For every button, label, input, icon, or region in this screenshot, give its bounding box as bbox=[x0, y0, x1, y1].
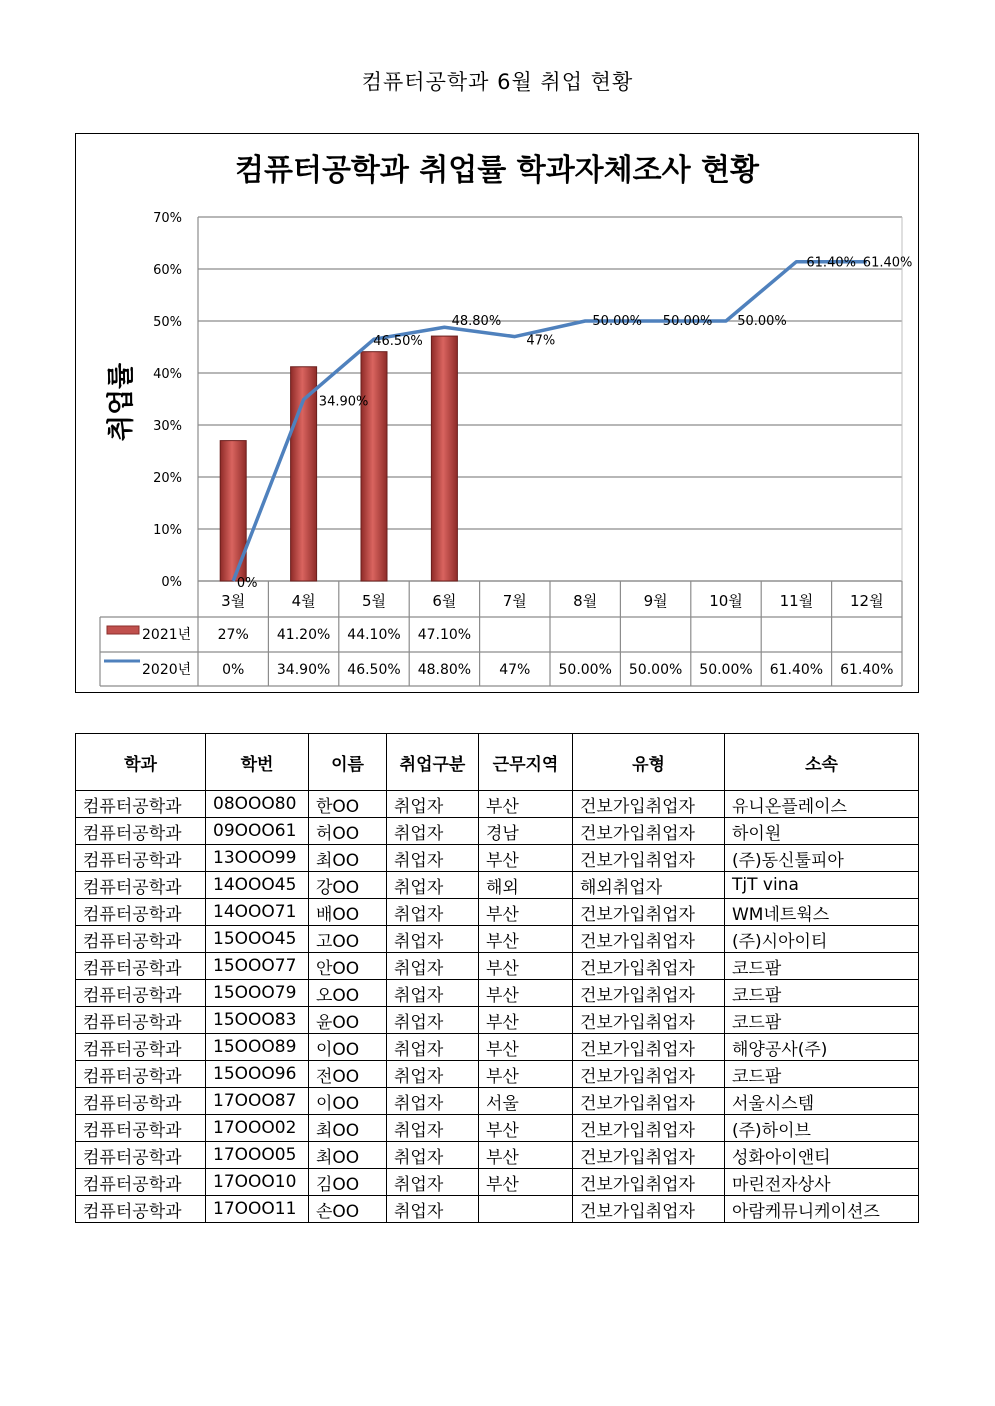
table-cell: 취업자 bbox=[387, 845, 479, 872]
table-cell: 부산 bbox=[479, 845, 573, 872]
table-cell: 건보가입취업자 bbox=[573, 899, 725, 926]
line-data-label: 0% bbox=[236, 576, 258, 591]
y-tick-label: 30% bbox=[153, 419, 182, 434]
table-cell: 마린전자상사 bbox=[725, 1169, 919, 1196]
table-cell: 컴퓨터공학과 bbox=[76, 1061, 206, 1088]
table-cell: 14OOO45 bbox=[206, 872, 309, 899]
table-cell: 고OO bbox=[309, 926, 387, 953]
table-cell: 이OO bbox=[309, 1034, 387, 1061]
data-table-value-2021: 41.20% bbox=[276, 627, 331, 643]
table-cell: 취업자 bbox=[387, 980, 479, 1007]
table-cell: 부산 bbox=[479, 1034, 573, 1061]
data-table-value-2021: 27% bbox=[217, 627, 249, 643]
table-cell: 14OOO71 bbox=[206, 899, 309, 926]
table-cell: 취업자 bbox=[387, 899, 479, 926]
table-cell: 취업자 bbox=[387, 1196, 479, 1223]
table-cell: 컴퓨터공학과 bbox=[76, 1142, 206, 1169]
column-header: 학과 bbox=[76, 734, 206, 791]
table-cell: 건보가입취업자 bbox=[573, 1169, 725, 1196]
data-table-value-2020: 48.80% bbox=[417, 662, 472, 678]
table-cell: 부산 bbox=[479, 791, 573, 818]
table-cell: 부산 bbox=[479, 1115, 573, 1142]
table-cell: 컴퓨터공학과 bbox=[76, 845, 206, 872]
table-cell: 안OO bbox=[309, 953, 387, 980]
table-cell: 코드팜 bbox=[725, 1061, 919, 1088]
table-cell: 컴퓨터공학과 bbox=[76, 1034, 206, 1061]
table-cell: 건보가입취업자 bbox=[573, 1142, 725, 1169]
table-cell: 취업자 bbox=[387, 1061, 479, 1088]
table-cell: 17OOO87 bbox=[206, 1088, 309, 1115]
legend-label-2021: 2021년 bbox=[142, 627, 192, 643]
y-tick-label: 0% bbox=[161, 575, 182, 590]
table-cell: 서울 bbox=[479, 1088, 573, 1115]
table-row bbox=[76, 872, 919, 899]
line-data-label: 50.00% bbox=[592, 314, 642, 329]
table-cell: 17OOO05 bbox=[206, 1142, 309, 1169]
x-tick-label: 5월 bbox=[361, 592, 387, 610]
table-row bbox=[76, 845, 919, 872]
table-cell: 컴퓨터공학과 bbox=[76, 926, 206, 953]
table-header-row bbox=[76, 734, 919, 791]
y-tick-label: 40% bbox=[153, 367, 182, 382]
line-data-label: 61.40% bbox=[806, 255, 856, 271]
column-header: 취업구분 bbox=[387, 734, 479, 791]
table-cell: 컴퓨터공학과 bbox=[76, 1169, 206, 1196]
table-cell: 취업자 bbox=[387, 1088, 479, 1115]
table-cell bbox=[479, 1196, 573, 1223]
table-cell: 취업자 bbox=[387, 1007, 479, 1034]
line-data-label: 47% bbox=[526, 333, 556, 349]
table-cell: 부산 bbox=[479, 980, 573, 1007]
table-cell: 15OOO89 bbox=[206, 1034, 309, 1061]
data-table-value-2021: 44.10% bbox=[347, 627, 401, 643]
table-cell: 강OO bbox=[309, 872, 387, 899]
table-cell: 부산 bbox=[479, 953, 573, 980]
table-cell: 17OOO02 bbox=[206, 1115, 309, 1142]
chart-title: 컴퓨터공학과 취업률 학과자체조사 현황 bbox=[235, 153, 759, 188]
table-cell: 취업자 bbox=[387, 791, 479, 818]
table-row bbox=[76, 791, 919, 818]
table-cell: 배OO bbox=[309, 899, 387, 926]
table-cell: 윤OO bbox=[309, 1007, 387, 1034]
table-cell: 오OO bbox=[309, 980, 387, 1007]
table-cell: 유니온플레이스 bbox=[725, 791, 919, 818]
table-cell: 전OO bbox=[309, 1061, 387, 1088]
table-cell: 코드팜 bbox=[725, 1007, 919, 1034]
table-cell: 건보가입취업자 bbox=[573, 1034, 725, 1061]
table-row bbox=[76, 899, 919, 926]
line-data-label: 50.00% bbox=[662, 314, 713, 329]
data-table-value-2020: 50.00% bbox=[558, 662, 612, 678]
table-cell: 15OOO83 bbox=[206, 1007, 309, 1034]
table-row bbox=[76, 1169, 919, 1196]
x-tick-label: 3월 bbox=[221, 592, 246, 610]
table-row bbox=[76, 1034, 919, 1061]
bar-2021 bbox=[361, 352, 387, 581]
data-table-value-2021: 47.10% bbox=[417, 627, 472, 643]
x-tick-label: 11월 bbox=[779, 592, 814, 610]
table-row bbox=[76, 1088, 919, 1115]
y-tick-label: 10% bbox=[153, 523, 182, 538]
table-cell: 한OO bbox=[309, 791, 387, 818]
table-body bbox=[76, 791, 919, 1223]
table-cell: 해외취업자 bbox=[573, 872, 725, 899]
table-cell: 건보가입취업자 bbox=[573, 1115, 725, 1142]
table-cell: 손OO bbox=[309, 1196, 387, 1223]
table-cell: 김OO bbox=[309, 1169, 387, 1196]
column-header: 이름 bbox=[309, 734, 387, 791]
table-row bbox=[76, 1142, 919, 1169]
data-table-value-2020: 50.00% bbox=[628, 662, 683, 678]
table-cell: 컴퓨터공학과 bbox=[76, 1088, 206, 1115]
table-cell: 컴퓨터공학과 bbox=[76, 953, 206, 980]
data-table-value-2020: 50.00% bbox=[699, 662, 753, 678]
line-data-label: 61.40% bbox=[862, 255, 913, 271]
column-header: 근무지역 bbox=[479, 734, 573, 791]
y-axis-label: 취업률 bbox=[106, 362, 137, 442]
table-cell: 컴퓨터공학과 bbox=[76, 1196, 206, 1223]
y-tick-label: 20% bbox=[153, 471, 182, 486]
table-cell: 건보가입취업자 bbox=[573, 1088, 725, 1115]
x-tick-label: 12월 bbox=[850, 592, 884, 610]
column-header: 유형 bbox=[573, 734, 725, 791]
table-cell: 17OOO10 bbox=[206, 1169, 309, 1196]
table-cell: 컴퓨터공학과 bbox=[76, 1115, 206, 1142]
table-row bbox=[76, 1007, 919, 1034]
x-tick-label: 8월 bbox=[573, 592, 598, 610]
table-cell: 컴퓨터공학과 bbox=[76, 872, 206, 899]
chart-canvas bbox=[76, 134, 918, 692]
table-cell: 하이원 bbox=[725, 818, 919, 845]
table-cell: (주)동신툴피아 bbox=[725, 845, 919, 872]
table-cell: 컴퓨터공학과 bbox=[76, 1007, 206, 1034]
table-cell: 건보가입취업자 bbox=[573, 791, 725, 818]
table-cell: 최OO bbox=[309, 845, 387, 872]
data-table-value-2020: 0% bbox=[222, 662, 245, 678]
employment-table bbox=[75, 733, 919, 1223]
table-cell: 컴퓨터공학과 bbox=[76, 791, 206, 818]
table-cell: 건보가입취업자 bbox=[573, 953, 725, 980]
table-cell: 부산 bbox=[479, 899, 573, 926]
x-tick-label: 7월 bbox=[502, 592, 527, 610]
data-table-value-2020: 47% bbox=[499, 662, 531, 678]
x-tick-label: 10월 bbox=[709, 592, 743, 610]
table-cell: 건보가입취업자 bbox=[573, 1196, 725, 1223]
table-cell: 17OOO11 bbox=[206, 1196, 309, 1223]
table-cell: 건보가입취업자 bbox=[573, 1061, 725, 1088]
y-tick-label: 60% bbox=[153, 263, 182, 278]
table-row bbox=[76, 818, 919, 845]
table-cell: 15OOO45 bbox=[206, 926, 309, 953]
line-data-label: 46.50% bbox=[373, 334, 423, 350]
data-table-value-2020: 34.90% bbox=[276, 662, 331, 678]
line-data-label: 34.90% bbox=[318, 394, 369, 410]
page-title: 컴퓨터공학과 6월 취업 현황 bbox=[361, 70, 634, 94]
column-header: 학번 bbox=[206, 734, 309, 791]
table-cell: 이OO bbox=[309, 1088, 387, 1115]
table-cell: 서울시스템 bbox=[725, 1088, 919, 1115]
table-cell: 취업자 bbox=[387, 1169, 479, 1196]
table-cell: 건보가입취업자 bbox=[573, 845, 725, 872]
table-cell: 부산 bbox=[479, 926, 573, 953]
bar-2021 bbox=[431, 336, 457, 581]
table-row bbox=[76, 926, 919, 953]
data-table-value-2020: 46.50% bbox=[347, 662, 401, 678]
table-cell: 컴퓨터공학과 bbox=[76, 980, 206, 1007]
table-cell: (주)하이브 bbox=[725, 1115, 919, 1142]
table-cell: 부산 bbox=[479, 1169, 573, 1196]
table-cell: 취업자 bbox=[387, 1034, 479, 1061]
table-cell: 09OOO61 bbox=[206, 818, 309, 845]
table-cell: 경남 bbox=[479, 818, 573, 845]
table-cell: 부산 bbox=[479, 1142, 573, 1169]
table-cell: 최OO bbox=[309, 1115, 387, 1142]
y-tick-label: 70% bbox=[153, 211, 182, 226]
table-cell: 취업자 bbox=[387, 1142, 479, 1169]
table-cell: 15OOO77 bbox=[206, 953, 309, 980]
table-row bbox=[76, 1061, 919, 1088]
data-table-value-2020: 61.40% bbox=[769, 662, 824, 678]
table-cell: 아람케뮤니케이션즈 bbox=[725, 1196, 919, 1223]
table-cell: 취업자 bbox=[387, 818, 479, 845]
table-cell: 부산 bbox=[479, 1061, 573, 1088]
legend-key-2021 bbox=[107, 626, 139, 634]
data-table-value-2020: 61.40% bbox=[840, 662, 894, 678]
table-cell: 건보가입취업자 bbox=[573, 818, 725, 845]
legend-label-2020: 2020년 bbox=[142, 662, 192, 678]
table-cell: 컴퓨터공학과 bbox=[76, 818, 206, 845]
line-2020 bbox=[233, 262, 867, 581]
table-cell: 해외 bbox=[479, 872, 573, 899]
line-data-label: 48.80% bbox=[451, 314, 502, 330]
employment-chart bbox=[75, 133, 919, 693]
table-cell: 건보가입취업자 bbox=[573, 980, 725, 1007]
table-cell: 허OO bbox=[309, 818, 387, 845]
table-cell: 해양공사(주) bbox=[725, 1034, 919, 1061]
table-cell: 부산 bbox=[479, 1007, 573, 1034]
table-cell: 최OO bbox=[309, 1142, 387, 1169]
column-header: 소속 bbox=[725, 734, 919, 791]
table-row bbox=[76, 980, 919, 1007]
table-cell: 취업자 bbox=[387, 1115, 479, 1142]
table-cell: 코드팜 bbox=[725, 953, 919, 980]
x-tick-label: 6월 bbox=[432, 592, 457, 610]
table-cell: 취업자 bbox=[387, 872, 479, 899]
table-cell: (주)시아이티 bbox=[725, 926, 919, 953]
table-cell: 15OOO79 bbox=[206, 980, 309, 1007]
table-cell: 취업자 bbox=[387, 926, 479, 953]
table-cell: 08OOO80 bbox=[206, 791, 309, 818]
table-cell: WM네트웍스 bbox=[725, 899, 919, 926]
table-cell: 컴퓨터공학과 bbox=[76, 899, 206, 926]
table-cell: 건보가입취업자 bbox=[573, 1007, 725, 1034]
y-tick-label: 50% bbox=[153, 315, 182, 330]
table-row bbox=[76, 953, 919, 980]
table-row bbox=[76, 1115, 919, 1142]
table-cell: 취업자 bbox=[387, 953, 479, 980]
x-tick-label: 9월 bbox=[643, 592, 668, 610]
line-data-label: 50.00% bbox=[737, 314, 787, 329]
table-cell: 성화아이앤티 bbox=[725, 1142, 919, 1169]
table-cell: 15OOO96 bbox=[206, 1061, 309, 1088]
x-tick-label: 4월 bbox=[291, 592, 316, 610]
table-cell: TjT vina bbox=[725, 872, 919, 899]
table-row bbox=[76, 1196, 919, 1223]
table-cell: 코드팜 bbox=[725, 980, 919, 1007]
table-cell: 건보가입취업자 bbox=[573, 926, 725, 953]
table-cell: 13OOO99 bbox=[206, 845, 309, 872]
